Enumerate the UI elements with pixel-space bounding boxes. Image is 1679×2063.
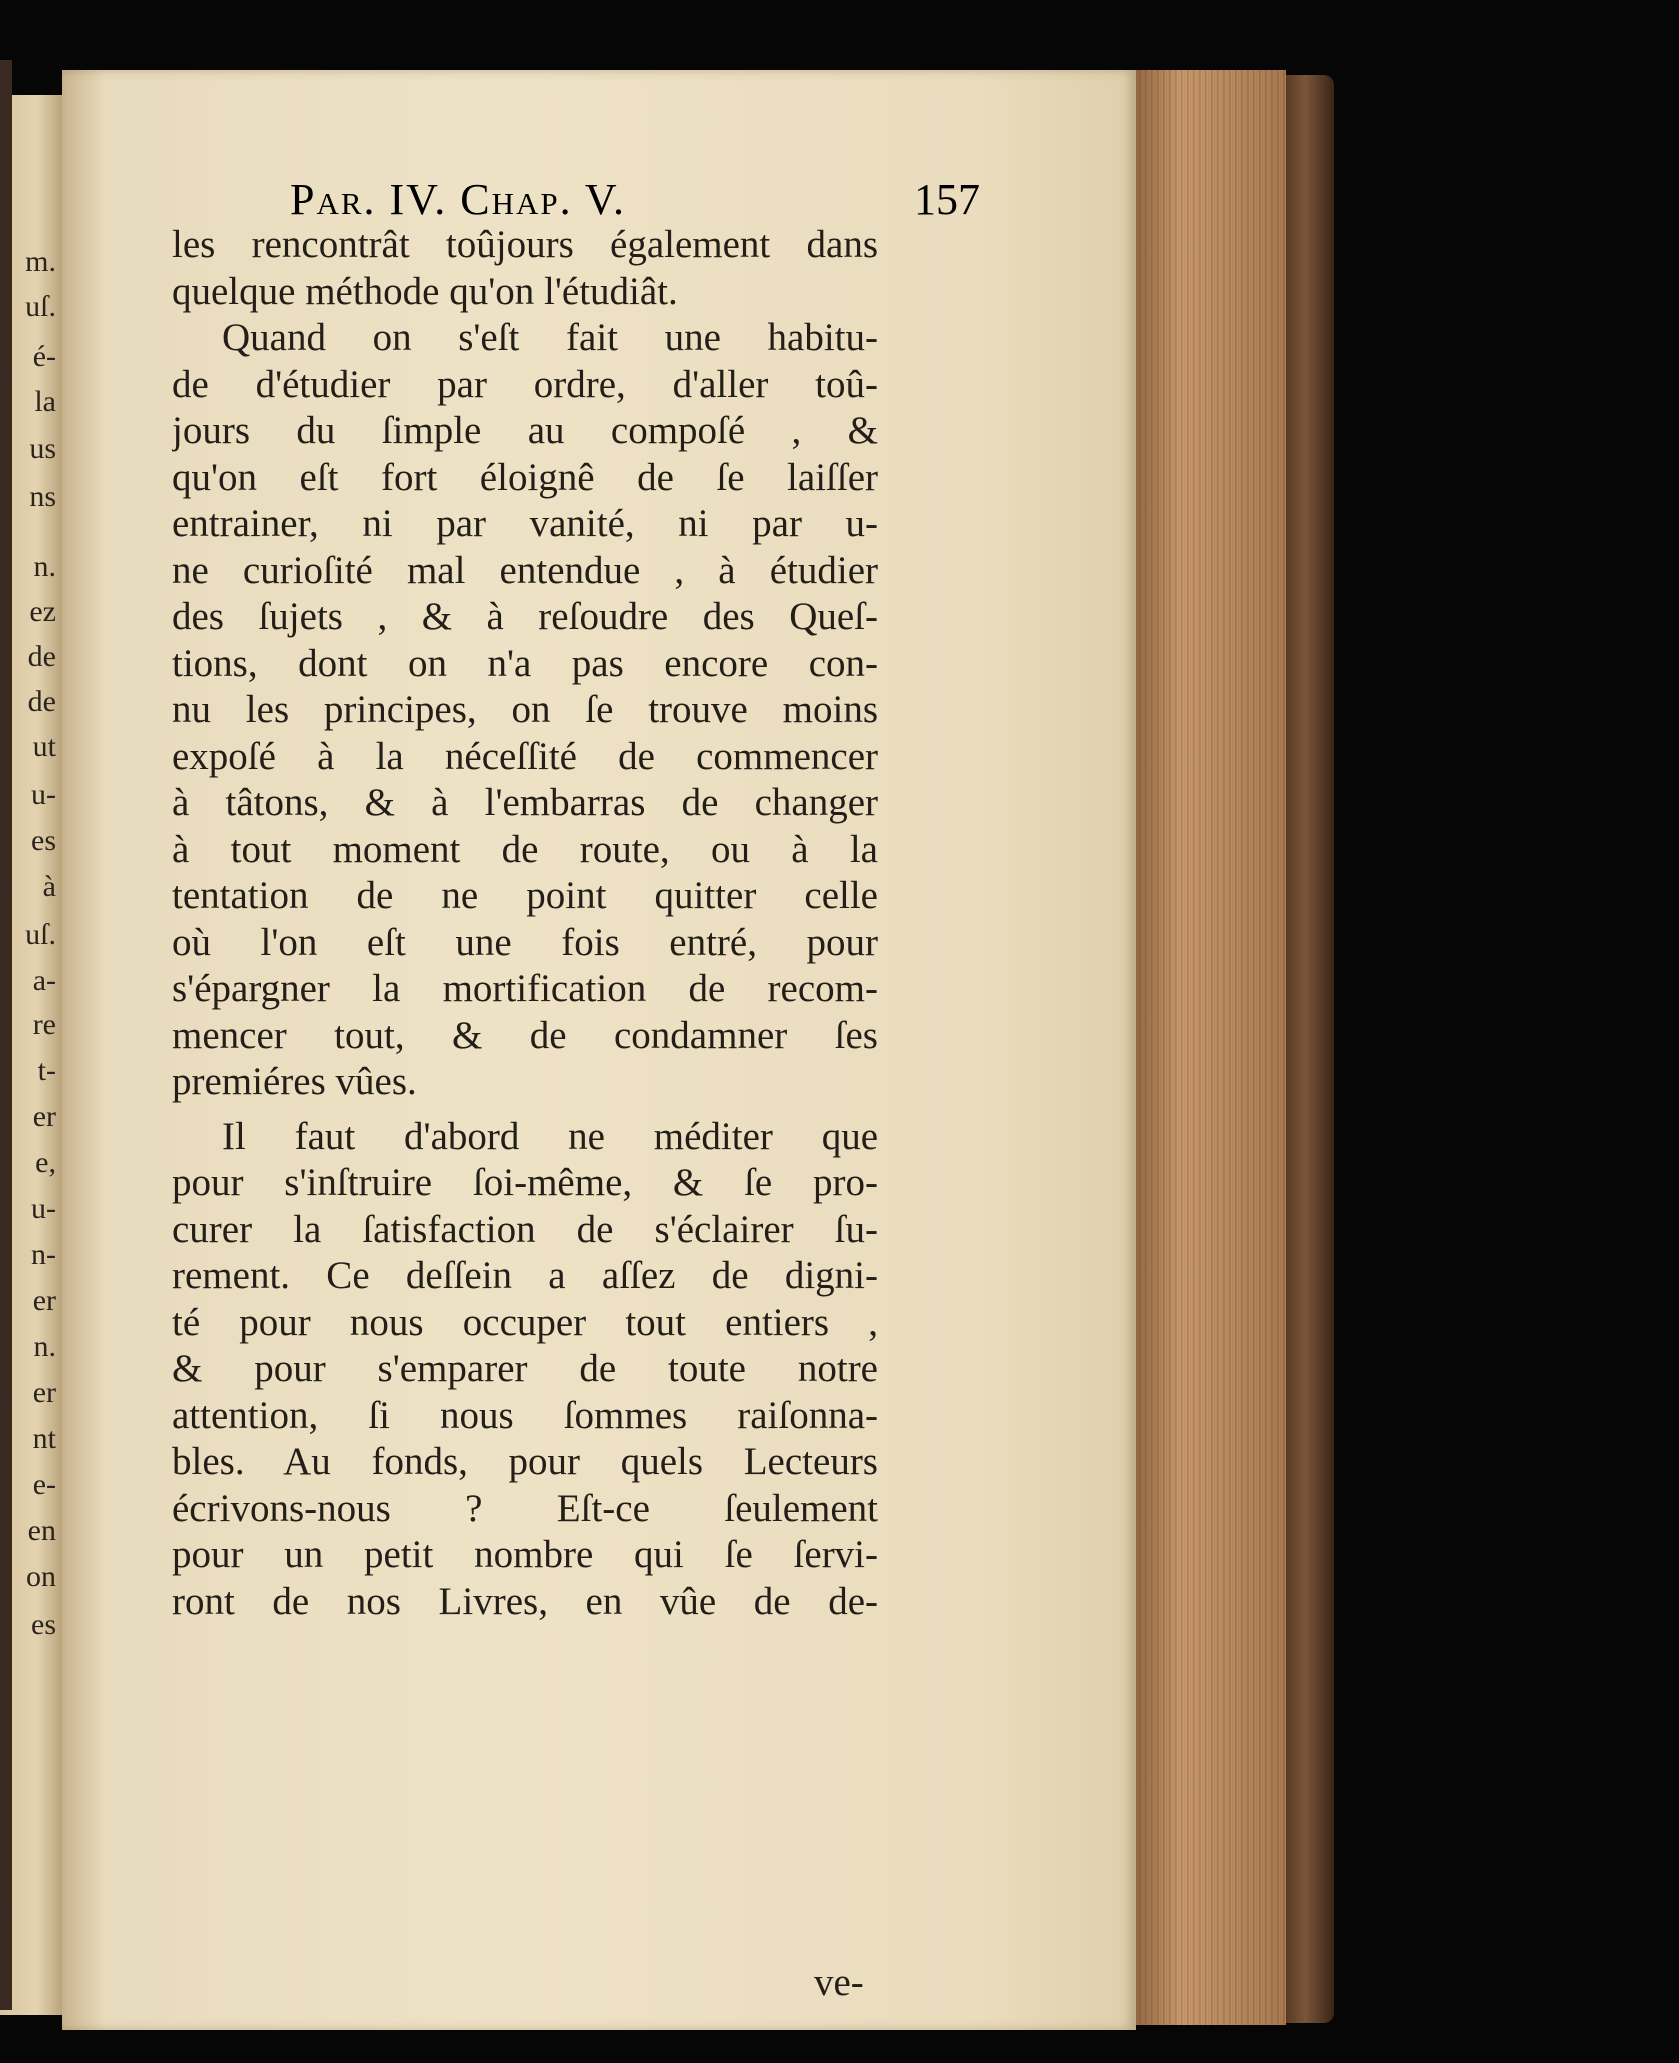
text-line: expoſé à la néceſſité de commencer [172,734,878,778]
running-head [290,170,980,230]
facing-page-fragment: la [34,385,56,418]
binding-shadow [0,60,12,2010]
text-line: pour s'inſtruire ſoi-même, & ſe pro- [172,1161,878,1204]
text-line: les rencontrât toûjours également dans [172,223,878,266]
text-line: quelque méthode qu'on l'étudiât. [172,269,678,313]
facing-page-fragment: n. [33,1330,56,1363]
facing-page-fragment: re [32,1008,56,1041]
facing-page-fragment: t- [37,1054,56,1087]
catchword: ve- [814,1961,864,2004]
text-line: écrivons-nous ? Eſt-ce ſeulement [172,1486,878,1530]
facing-page-fragment: en [27,1514,56,1547]
fore-edge-shade [1136,70,1286,2025]
text-line: pour un petit nombre qui ſe ſervi- [172,1533,878,1576]
running-head-title: Par. IV. Chap. V. [290,175,626,224]
text-line: des ſujets , & à reſoudre des Queſ- [172,595,878,638]
facing-page-fragment: uſ. [25,918,56,951]
text-line: qu'on eſt fort éloignê de ſe laiſſer [172,455,878,499]
facing-page-fragment: é- [32,340,56,373]
text-line: tentation de ne point quitter celle [172,874,878,917]
facing-page-fragment: uſ. [25,290,56,323]
book-page [62,70,1136,2030]
text-line: ne curioſité mal entendue , à étudier [172,548,878,592]
page-number: 157 [914,175,980,224]
facing-page-fragment: de [27,685,56,718]
facing-page-fragment: de [27,640,56,673]
facing-page-fragment: ns [29,480,56,513]
book-cover-edge [1286,75,1334,2023]
facing-page-fragment: er [32,1284,56,1317]
text-line: rement. Ce deſſein a aſſez de digni- [172,1254,878,1297]
text-line: Quand on s'eſt fait une habitu- [222,316,878,359]
text-line: entrainer, ni par vanité, ni par u- [172,502,878,545]
text-line: ront de nos Livres, en vûe de de- [172,1579,878,1623]
facing-page-fragment: nt [32,1422,56,1455]
facing-page-fragment: n. [33,550,56,583]
text-line: premiéres vûes. [172,1060,417,1103]
facing-page-fragment: us [29,432,56,465]
text-line: jours du ſimple au compoſé , & [172,409,878,452]
facing-page-fragment: à [42,870,56,903]
facing-page-fragment: u- [31,1192,56,1225]
facing-page-fragment: er [32,1376,56,1409]
facing-page-fragment: es [31,1608,56,1641]
facing-page-fragment: n- [31,1238,56,1271]
text-line: où l'on eſt une fois entré, pour [172,920,878,964]
facing-page-fragment: er [32,1100,56,1133]
text-line: s'épargner la mortification de recom- [172,967,878,1010]
text-line: & pour s'emparer de toute notre [172,1347,878,1390]
text-line: de d'étudier par ordre, d'aller toû- [172,362,878,406]
facing-page-fragment: ez [29,595,56,628]
facing-page-fragment: a- [32,964,56,997]
facing-page-fragment: ut [32,730,56,763]
facing-page-fragment: e, [35,1146,56,1179]
facing-page-fragment: u- [31,778,56,811]
text-line: curer la ſatisfaction de s'éclairer ſu- [172,1207,878,1251]
text-line: mencer tout, & de condamner ſes [172,1013,878,1057]
text-line: tions, dont on n'a pas encore con- [172,641,878,685]
text-line: à tâtons, & à l'embarras de changer [172,781,878,824]
text-line: nu les principes, on ſe trouve moins [172,688,878,731]
text-line: à tout moment de route, ou à la [172,827,878,871]
facing-page-fragment: es [31,824,56,857]
text-line: Il faut d'abord ne méditer que [222,1114,878,1158]
text-line: bles. Au fonds, pour quels Lecteurs [172,1440,878,1483]
facing-page-fragment: m. [25,245,56,278]
facing-page-fragment: on [26,1560,56,1593]
text-line: té pour nous occuper tout entiers , [172,1300,878,1344]
facing-page-fragment: e- [32,1468,56,1501]
text-line: attention, ſi nous ſommes raiſonna- [172,1393,878,1437]
